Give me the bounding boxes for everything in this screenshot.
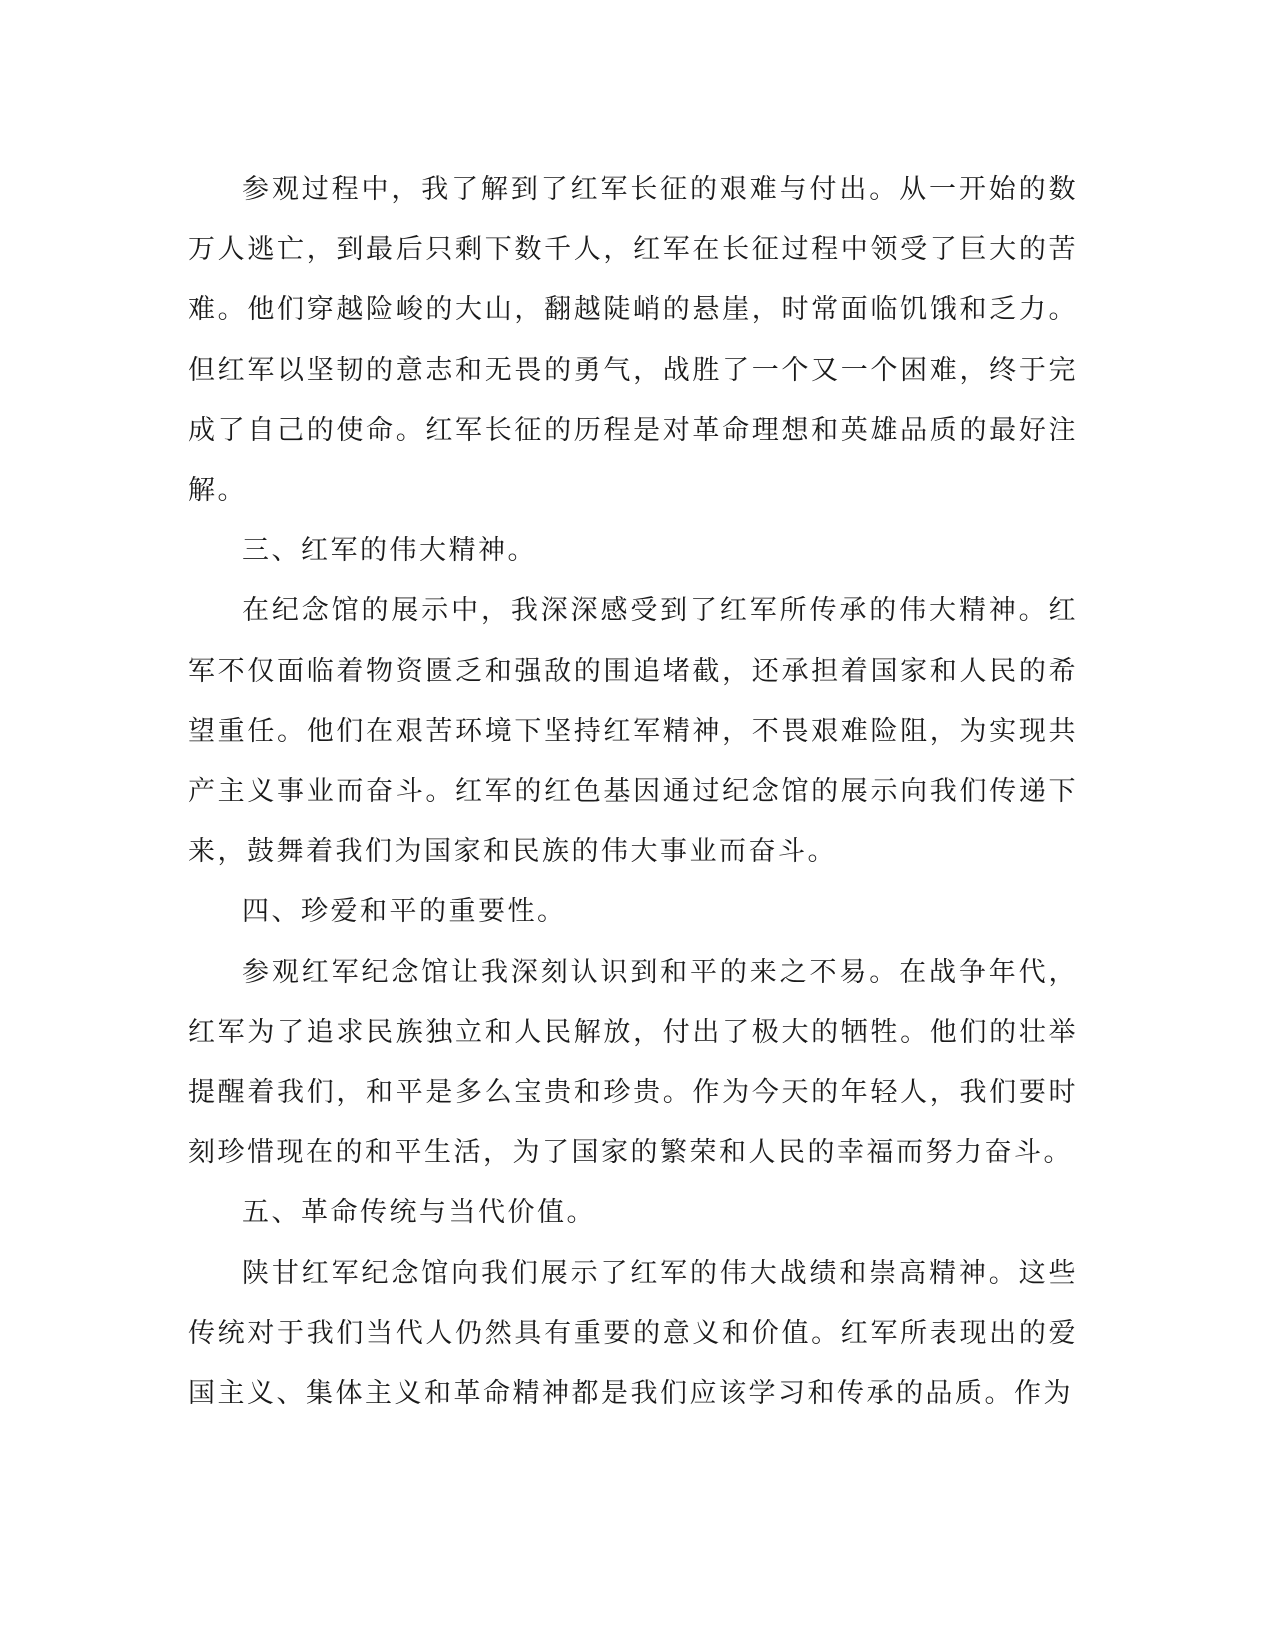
document-body <box>188 160 1078 1424</box>
heading-cherish-peace: 四、珍爱和平的重要性。 <box>242 896 567 928</box>
paragraph-red-army-spirit: 在纪念馆的展示中，我深深感受到了红军所传承的伟大精神。红军不仅面临着物资匮乏和强敌的围追堵截，还承担着国家和人民的希望重任。他们在艰苦环境下坚持红军精神，不畏艰难险阻，为实现共产主义事业而奋斗。红军的红色基因通过纪念馆的展示向我们传递下来，鼓舞着我们为国家和民族的伟大事业而奋斗。 <box>188 595 1078 868</box>
paragraph-long-march-hardship: 参观过程中，我了解到了红军长征的艰难与付出。从一开始的数万人逃亡，到最后只剩下数千人，红军在长征过程中领受了巨大的苦难。他们穿越险峻的大山，翻越陡峭的悬崖，时常面临饥饿和乏力。但红军以坚韧的意志和无畏的勇气，战胜了一个又一个困难，终于完成了自己的使命。红军长征的历程是对革命理想和英雄品质的最好注解。 <box>188 174 1078 507</box>
paragraph-cherish-peace: 参观红军纪念馆让我深刻认识到和平的来之不易。在战争年代，红军为了追求民族独立和人民解放，付出了极大的牺牲。他们的壮举提醒着我们，和平是多么宝贵和珍贵。作为今天的年轻人，我们要时刻珍惜现在的和平生活，为了国家的繁荣和人民的幸福而努力奋斗。 <box>188 956 1078 1169</box>
paragraph-revolutionary-tradition: 陕甘红军纪念馆向我们展示了红军的伟大战绩和崇高精神。这些传统对于我们当代人仍然具有重要的意义和价值。红军所表现出的爱国主义、集体主义和革命精神都是我们应该学习和传承的品质。作为 <box>188 1257 1078 1410</box>
heading-red-army-spirit: 三、红军的伟大精神。 <box>242 535 537 567</box>
heading-revolutionary-tradition: 五、革命传统与当代价值。 <box>242 1197 596 1229</box>
